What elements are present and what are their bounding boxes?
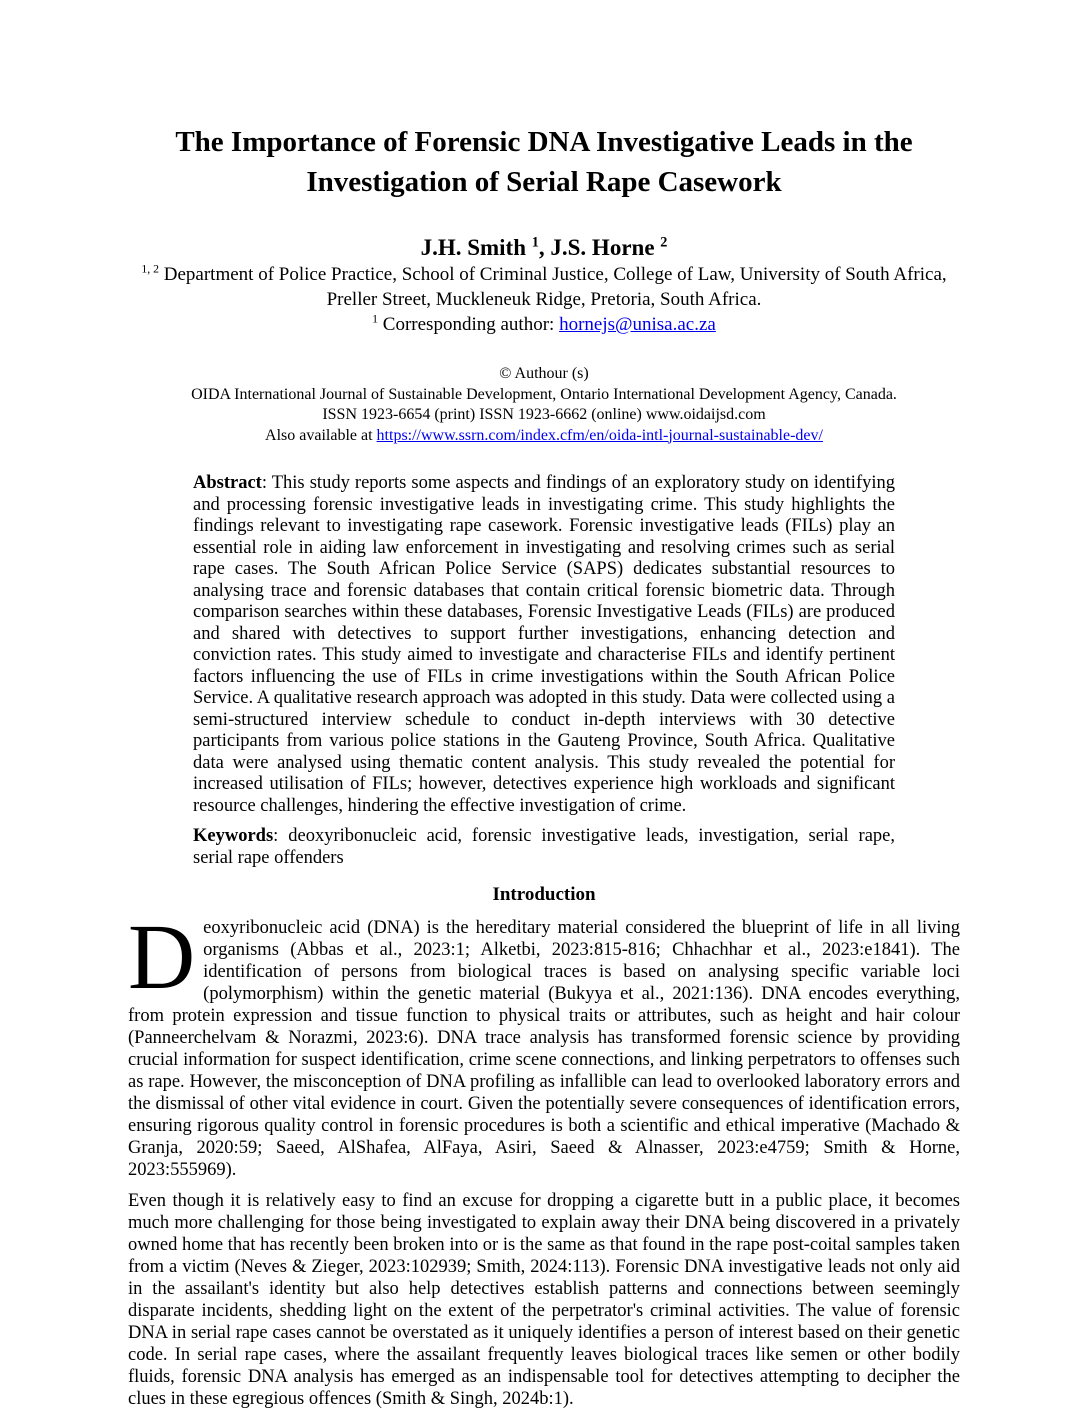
introduction-paragraph-1 [128,906,960,1181]
keywords-label: Keywords [193,826,274,846]
affiliation-superscript: 1, 2 [141,262,160,276]
availability-url-link[interactable]: https://www.ssrn.com/index.cfm/en/oida-intl-journal-sustainable-dev/ [376,426,823,444]
introduction-paragraph-1-text: eoxyribonucleic acid (DNA) is the hereditary material considered the blueprint of life in all living organisms (Abbas et al., 2023:1; Alketbi, 2023:815-816; Chhachhar et al., 2023:e1841). The identification of persons from biological traces is based on analysing specific variable loci (polymorphism) within the genetic material (Bukyya et al., 2021:136). DNA encodes everything, from protein expression and tissue function to physical traits or attributes, such as height and hair colour (Panneerchelvam & Norazmi, 2023:6). DNA trace analysis has transformed forensic science by providing crucial information for suspect identification, crime scene connections, and linking perpetrators to offenses such as rape. However, the misconception of DNA profiling as infallible can lead to overlooked laboratory errors and the dismissal of other vital evidence in court. Given the potentially severe consequences of identification errors, ensuring rigorous quality control in forensic procedures is both a scientific and ethical imperative (Machado & Granja, 2020:59; Saeed, AlShafea, AlFaya, Asiri, Saeed & Alnasser, 2023:e4759; Smith & Horne, 2023:555969). [128,918,960,1180]
abstract-label: Abstract [193,473,262,493]
issn-line: ISSN 1923-6654 (print) ISSN 1923-6662 (online) www.oidaijsd.com [322,406,766,423]
journal-imprint [128,364,960,446]
author-1-name: J.H. Smith [420,235,532,260]
introduction-heading: Introduction [492,884,596,905]
copyright-notice: © Authour (s) [499,365,589,382]
affiliation [128,262,960,312]
dropcap-letter: D [128,906,196,1009]
journal-name: OIDA International Journal of Sustainable Development, Ontario International Development Agency, Canada. [191,385,897,403]
author-2-superscript: 2 [660,234,668,251]
abstract-paragraph [193,473,895,817]
introduction-paragraph-2: Even though it is relatively easy to find an excuse for dropping a cigarette butt in a public place, it becomes much more challenging for those being investigated to explain away their DNA being discovered in a privately owned home that has recently been broken into or is the same as that found in the rape post-coital samples taken from a victim (Neves & Zieger, 2023:102939; Smith, 2024:113). Forensic DNA investigative leads not only aid in the assailant's identity but also help detectives establish patterns and connections between seemingly disparate incidents, shedding light on the extent of the perpetrator's criminal activities. The value of forensic DNA in serial rape cases cannot be overstated as it uniquely identifies a person of interest based on their genetic code. In serial rape cases, where the assailant frequently leaves biological traces like semen or other bodily fluids, forensic DNA analysis has emerged as an indispensable tool for detectives attempting to decipher the clues in these egregious offences (Smith & Singh, 2024b:1). [128,1191,960,1408]
abstract-text: : This study reports some aspects and findings of an exploratory study on identifying and processing forensic investigative leads in investigating crime. This study highlights the findings relevant to investigating rape casework. Forensic investigative leads (FILs) play an essential role in aiding law enforcement in investigating and resolving crimes such as serial rape cases. The South African Police Service (SAPS) dedicates substantial resources to analysing trace and forensic databases that contain critical forensic biometric data. Through comparison searches within these databases, Forensic Investigative Leads (FILs) are produced and shared with detectives to support further investigations, enhancing detection and conviction rates. This study aimed to investigate and characterise FILs and identify pertinent factors influencing the use of FILs in crime investigations within the South African Police Service. A qualitative research approach was adopted in this study. Data were collected using a semi-structured interview schedule to conduct in-depth interviews with 30 detective participants from various police stations in the Gauteng Province, South Africa. Qualitative data were analysed using thematic content analysis. This study revealed the potential for increased utilisation of FILs; however, detectives experience high workloads and significant resource challenges, hindering the effective investigation of crime. [193,473,895,816]
keywords-text: : deoxyribonucleic acid, forensic investigative leads, investigation, serial rape, serial rape offenders [193,826,895,868]
corresponding-email-link[interactable]: hornejs@unisa.ac.za [559,314,716,335]
author-1-superscript: 1 [531,234,539,251]
keywords-paragraph [193,826,895,869]
paper-title: The Importance of Forensic DNA Investigative Leads in the Investigation of Serial Rape Casework [175,126,913,198]
authors-line [128,234,960,261]
corresponding-label: Corresponding author: [378,314,560,335]
author-2-name: J.S. Horne [550,235,661,260]
authors-separator: , [538,235,551,260]
corresponding-author-line [128,312,960,337]
corresponding-superscript: 1 [372,312,379,326]
availability-label: Also available at [265,426,377,444]
availability-line [128,426,960,447]
affiliation-text: Department of Police Practice, School of Criminal Justice, College of Law, University of South Africa, Preller Street, Muckleneuk Ridge, Pretoria, South Africa. [159,264,947,310]
